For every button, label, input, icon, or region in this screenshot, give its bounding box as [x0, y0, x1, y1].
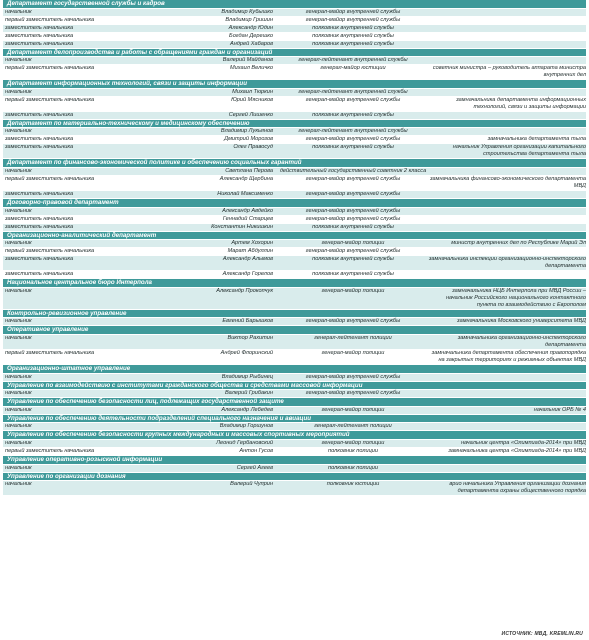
note-cell — [427, 89, 586, 96]
table-row — [3, 350, 586, 365]
position-cell: заместитель начальника — [5, 32, 74, 39]
position-cell: начальник — [5, 240, 32, 247]
rank-cell: генерал-майор полиции — [321, 406, 385, 413]
note-cell — [427, 41, 586, 48]
table-row — [3, 168, 586, 176]
section-header: Управление оперативно-розыскной информации — [3, 456, 586, 465]
position-cell: начальник — [5, 439, 32, 446]
table-row — [3, 216, 586, 224]
note-cell — [427, 208, 586, 215]
rank-cell: генерал-лейтенант полиции — [314, 334, 392, 341]
name-cell: Геннадий Старцев — [222, 215, 273, 222]
position-cell: первый заместитель начальника — [5, 96, 95, 103]
note-cell — [427, 465, 586, 472]
note-cell: министр внутренних дел по Республике Марий Эл — [451, 240, 586, 247]
table-row — [3, 224, 586, 232]
position-cell: начальник — [5, 334, 32, 341]
table-row — [3, 176, 586, 191]
rank-cell: генерал-майор полиции — [321, 349, 385, 356]
name-cell: Дмитрий Морозов — [224, 136, 273, 143]
table-row — [3, 191, 586, 199]
table-row — [3, 390, 586, 398]
rank-cell: генерал-майор внутренней службы — [305, 390, 401, 397]
note-cell: врио начальника Управления организации дознания департамента охраны общественного порядка — [449, 481, 586, 495]
rank-cell: генерал-лейтенант внутренней службы — [298, 57, 408, 64]
name-cell: Валерий Чуприн — [230, 481, 273, 488]
note-cell — [427, 25, 586, 32]
section-header: Департамент информационных технологий, связи и защиты информации — [3, 80, 586, 89]
section-header: Департамент по финансово-экономической политике и обеспечению социальных гарантий — [3, 159, 586, 168]
table-row — [3, 112, 586, 120]
table-row — [3, 144, 586, 159]
rank-cell: генерал-майор внутренней службы — [305, 318, 401, 325]
section-header: Оперативное управление — [3, 326, 586, 335]
position-cell: заместитель начальника — [5, 223, 74, 230]
position-cell: заместитель начальника — [5, 111, 74, 118]
position-cell: начальник — [5, 318, 32, 325]
note-cell: начальник центра «Олимпиада-2014» при МВД — [460, 439, 586, 446]
name-cell: Евгений Барышков — [222, 318, 273, 325]
section-header: Департамент по материально-техническому и медицинскому обеспечению — [3, 120, 586, 129]
name-cell: Леонид Гербановский — [216, 439, 273, 446]
note-cell — [427, 423, 586, 430]
position-cell: первый заместитель начальника — [5, 16, 95, 23]
rank-cell: генерал-майор внутренней службы — [305, 373, 401, 380]
rank-cell: генерал-майор внутренней службы — [305, 215, 401, 222]
name-cell: Виктор Рахитин — [227, 334, 273, 341]
name-cell: Юрий Мясников — [231, 96, 273, 103]
position-cell: заместитель начальника — [5, 144, 74, 151]
note-cell — [427, 216, 586, 223]
note-cell — [427, 112, 586, 119]
rank-cell: полковник внутренней службы — [312, 271, 394, 278]
name-cell: Валерий Майданов — [222, 57, 273, 64]
table-row — [3, 318, 586, 326]
table-row — [3, 240, 586, 248]
position-cell: начальник — [5, 390, 32, 397]
source-note: ИСТОЧНИК: МВД, KREMLIN.RU — [501, 631, 583, 637]
rank-cell: генерал-майор полиции — [321, 287, 385, 294]
name-cell: Михаил Тюркин — [232, 88, 273, 95]
name-cell: Александр Щербина — [219, 175, 273, 182]
name-cell: Богдан Дерешко — [229, 32, 273, 39]
position-cell: заместитель начальника — [5, 40, 74, 47]
note-cell — [427, 248, 586, 255]
section-header: Национальное центральное бюро Интерпола — [3, 279, 586, 288]
position-cell: начальник — [5, 373, 32, 380]
name-cell: Андрей Хабаров — [229, 40, 273, 47]
position-cell: начальник — [5, 406, 32, 413]
name-cell: Александр Алымов — [222, 256, 273, 263]
rank-cell: генерал-лейтенант внутренней службы — [298, 128, 408, 135]
section-header: Управление по взаимодействию с институтами гражданского общества и средствами массовой информации — [3, 382, 586, 391]
section-header: Департамент государственной службы и кадров — [3, 0, 586, 9]
table-row — [3, 465, 586, 473]
section-header: Управление по организации дознания — [3, 473, 586, 482]
table-row — [3, 335, 586, 350]
position-cell: заместитель начальника — [5, 136, 74, 143]
rank-cell: полковник полиции — [327, 447, 379, 454]
section-header: Управление по обеспечению деятельности подразделений специального назначения и авиации — [3, 415, 586, 424]
table-row — [3, 33, 586, 41]
name-cell: Константин Никишкин — [211, 223, 273, 230]
table-row — [3, 25, 586, 33]
table-row — [3, 481, 586, 496]
position-cell: первый заместитель начальника — [5, 175, 95, 182]
note-cell — [427, 224, 586, 231]
table-row — [3, 288, 586, 310]
section-header: Организационно-штатное управление — [3, 365, 586, 374]
name-cell: Владимир Рыбинец — [221, 373, 273, 380]
section-header: Организационно-аналитический департамент — [3, 232, 586, 241]
table-row — [3, 423, 586, 431]
table-row — [3, 57, 586, 65]
position-cell: заместитель начальника — [5, 271, 74, 278]
rank-cell: генерал-майор юстиции — [320, 65, 386, 72]
note-cell — [427, 168, 586, 175]
note-cell: замначальника департамента информационных технологий, связи и защиты информации — [456, 96, 586, 110]
section-header: Управление по обеспечению безопасности лиц, подлежащих государственной защите — [3, 398, 586, 407]
name-cell: Светлана Перова — [225, 167, 273, 174]
position-cell: первый заместитель начальника — [5, 248, 95, 255]
name-cell: Марат Абдуллин — [227, 248, 273, 255]
rank-cell: полковник полиции — [327, 464, 379, 471]
position-cell: первый заместитель начальника — [5, 65, 95, 72]
name-cell: Владимир Кубышко — [221, 8, 273, 15]
position-cell: начальник — [5, 207, 32, 214]
note-cell: замначальника финансово-экономического департамента МВД — [430, 175, 586, 189]
rank-cell: генерал-лейтенант внутренней службы — [298, 88, 408, 95]
table-row — [3, 448, 586, 456]
name-cell: Владимир Гришин — [225, 16, 273, 23]
name-cell: Андрей Флоринский — [220, 349, 273, 356]
table-row — [3, 256, 586, 271]
section-header: Департамент делопроизводства и работы с обращениями граждан и организаций — [3, 49, 586, 58]
position-cell: начальник — [5, 481, 32, 488]
name-cell: Александр Юдин — [228, 24, 273, 31]
table-row — [3, 41, 586, 49]
table-row — [3, 440, 586, 448]
rank-cell: действительный государственный советник 2 класса — [279, 167, 427, 174]
note-cell: замначальника Московского университета МВД — [457, 318, 586, 325]
rank-cell: полковник юстиции — [326, 481, 380, 488]
table-row — [3, 97, 586, 112]
position-cell: начальник — [5, 423, 32, 430]
officials-table — [3, 0, 586, 496]
rank-cell: генерал-майор внутренней службы — [305, 248, 401, 255]
rank-cell: полковник внутренней службы — [312, 40, 394, 47]
note-cell — [427, 33, 586, 40]
note-cell — [427, 374, 586, 381]
table-row — [3, 9, 586, 17]
position-cell: начальник — [5, 8, 32, 15]
rank-cell: генерал-майор внутренней службы — [305, 8, 401, 15]
rank-cell: генерал-майор внутренней службы — [305, 16, 401, 23]
rank-cell: полковник внутренней службы — [312, 32, 394, 39]
rank-cell: полковник внутренней службы — [312, 223, 394, 230]
name-cell: Александр Горелов — [222, 271, 273, 278]
name-cell: Сергей Лишенко — [228, 111, 273, 118]
note-cell: замначальника НЦБ Интерпола при МВД России – начальник Российского национального контактного пункта по взаимодействию с Европолом — [445, 287, 586, 308]
rank-cell: полковник внутренней службы — [312, 144, 394, 151]
name-cell: Александр Авдейко — [222, 207, 273, 214]
table-row — [3, 208, 586, 216]
note-cell: начальник Управления организации капитального строительства департамента тыла — [452, 144, 586, 158]
name-cell: Антон Гусов — [239, 447, 273, 454]
note-cell: замначальника департамента обеспечения правопорядка на закрытых территориях и режимных объектах МВД — [431, 349, 586, 363]
name-cell: Александр Лебедев — [221, 406, 273, 413]
rank-cell: генерал-майор внутренней службы — [305, 96, 401, 103]
name-cell: Александр Прокопчук — [216, 287, 273, 294]
position-cell: начальник — [5, 57, 32, 64]
name-cell: Михаил Величко — [229, 65, 273, 72]
table-row — [3, 407, 586, 415]
name-cell: Владимир Лукьянов — [220, 128, 273, 135]
table-row — [3, 136, 586, 144]
rank-cell: генерал-лейтенант полиции — [314, 423, 392, 430]
name-cell: Владимир Горшунов — [219, 423, 273, 430]
rank-cell: полковник внутренней службы — [312, 256, 394, 263]
note-cell — [427, 390, 586, 397]
rank-cell: генерал-майор внутренней службы — [305, 175, 401, 182]
name-cell: Олег Правосуд — [233, 144, 273, 151]
position-cell: заместитель начальника — [5, 215, 74, 222]
position-cell: начальник — [5, 167, 32, 174]
rank-cell: генерал-майор полиции — [321, 439, 385, 446]
table-row — [3, 17, 586, 25]
note-cell: начальник ОРБ № 4 — [533, 406, 586, 413]
note-cell — [427, 17, 586, 24]
rank-cell: генерал-майор внутренней службы — [305, 136, 401, 143]
rank-cell: генерал-майор полиции — [321, 240, 385, 247]
rank-cell: полковник внутренней службы — [312, 111, 394, 118]
name-cell: Николай Максименко — [217, 190, 273, 197]
rank-cell: полковник внутренней службы — [312, 24, 394, 31]
note-cell: советник министра – руководитель аппарата министра внутренних дел — [432, 65, 586, 79]
position-cell: заместитель начальника — [5, 24, 74, 31]
note-cell: замначальника департамента тыла — [487, 136, 586, 143]
table-row — [3, 89, 586, 97]
name-cell: Артем Хохорин — [231, 240, 273, 247]
position-cell: начальник — [5, 287, 32, 294]
position-cell: начальник — [5, 464, 32, 471]
table-row — [3, 271, 586, 279]
note-cell — [427, 128, 586, 135]
rank-cell: генерал-майор внутренней службы — [305, 207, 401, 214]
section-header: Управление по обеспечению безопасности крупных международных и массовых спортивных мероприятий — [3, 431, 586, 440]
table-row — [3, 374, 586, 382]
rank-cell: генерал-майор внутренней службы — [305, 190, 401, 197]
position-cell: заместитель начальника — [5, 190, 74, 197]
position-cell: начальник — [5, 128, 32, 135]
section-header: Контрольно-ревизионное управление — [3, 310, 586, 319]
position-cell: заместитель начальника — [5, 256, 74, 263]
note-cell — [427, 9, 586, 16]
note-cell — [427, 271, 586, 278]
position-cell: первый заместитель начальника — [5, 447, 95, 454]
name-cell: Валерий Грибакин — [224, 390, 273, 397]
note-cell — [427, 57, 586, 64]
section-header: Договорно-правовой департамент — [3, 199, 586, 208]
note-cell: замначальника центра «Олимпиада-2014» при МВД — [448, 447, 586, 454]
table-row — [3, 65, 586, 80]
name-cell: Сергей Агеев — [236, 464, 273, 471]
note-cell: замначальника организационно-инспекторского департамента — [457, 334, 586, 348]
note-cell — [427, 191, 586, 198]
table-row — [3, 248, 586, 256]
position-cell: начальник — [5, 88, 32, 95]
position-cell: первый заместитель начальника — [5, 349, 95, 356]
table-row — [3, 128, 586, 136]
note-cell: замначальника инспекции организационно-инспекторского департамента — [428, 256, 586, 270]
